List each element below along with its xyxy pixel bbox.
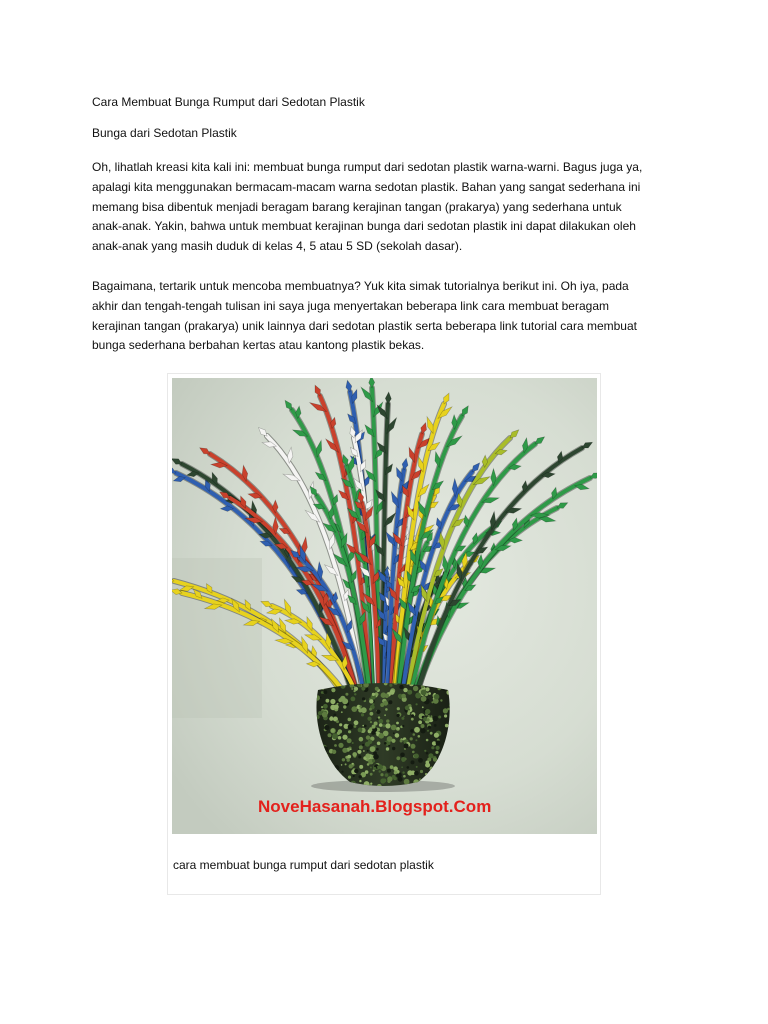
paragraph-line: akhir dan tengah-tengah tulisan ini saya juga menyertakan beberapa link cara membuat beragam bbox=[92, 298, 609, 313]
paragraph-line: anak-anak. Yakin, bahwa untuk membuat kerajinan bunga dari sedotan plastik ini dapat dilakukan oleh bbox=[92, 219, 636, 234]
paragraph-line: Bagaimana, tertarik untuk mencoba membuatnya? Yuk kita simak tutorialnya berikut ini. Oh iya, pada bbox=[92, 279, 629, 293]
straw-flower-photo bbox=[172, 378, 597, 834]
paragraph-line: Oh, lihatlah kreasi kita kali ini: membuat bunga rumput dari sedotan plastik warna-warni. Bagus juga ya, bbox=[92, 160, 643, 174]
paragraph-intro bbox=[92, 158, 642, 257]
page-title: Cara Membuat Bunga Rumput dari Sedotan Plastik bbox=[92, 95, 365, 109]
section-heading: Bunga dari Sedotan Plastik bbox=[92, 126, 237, 140]
paragraph-tutorial bbox=[92, 277, 637, 356]
figure-frame bbox=[167, 373, 601, 895]
paragraph-line: anak-anak yang masih duduk di kelas 4, 5 atau 5 SD (sekolah dasar). bbox=[92, 239, 463, 254]
paragraph-line: apalagi kita menggunakan bermacam-macam warna sedotan plastik. Bahan yang sangat sederhana ini bbox=[92, 179, 641, 194]
paragraph-line: kerajinan tangan (prakarya) unik lainnya dari sedotan plastik serta beberapa link tutorial cara membuat bbox=[92, 318, 637, 333]
figure-caption: cara membuat bunga rumput dari sedotan plastik bbox=[173, 858, 434, 872]
watermark-text: NoveHasanah.Blogspot.Com bbox=[258, 797, 492, 816]
paragraph-line: bunga sederhana berbahan kertas atau kantong plastik bekas. bbox=[92, 338, 425, 353]
paragraph-line: memang bisa dibentuk menjadi beragam barang kerajinan tangan (prakarya) yang sederhana untuk bbox=[92, 199, 622, 214]
